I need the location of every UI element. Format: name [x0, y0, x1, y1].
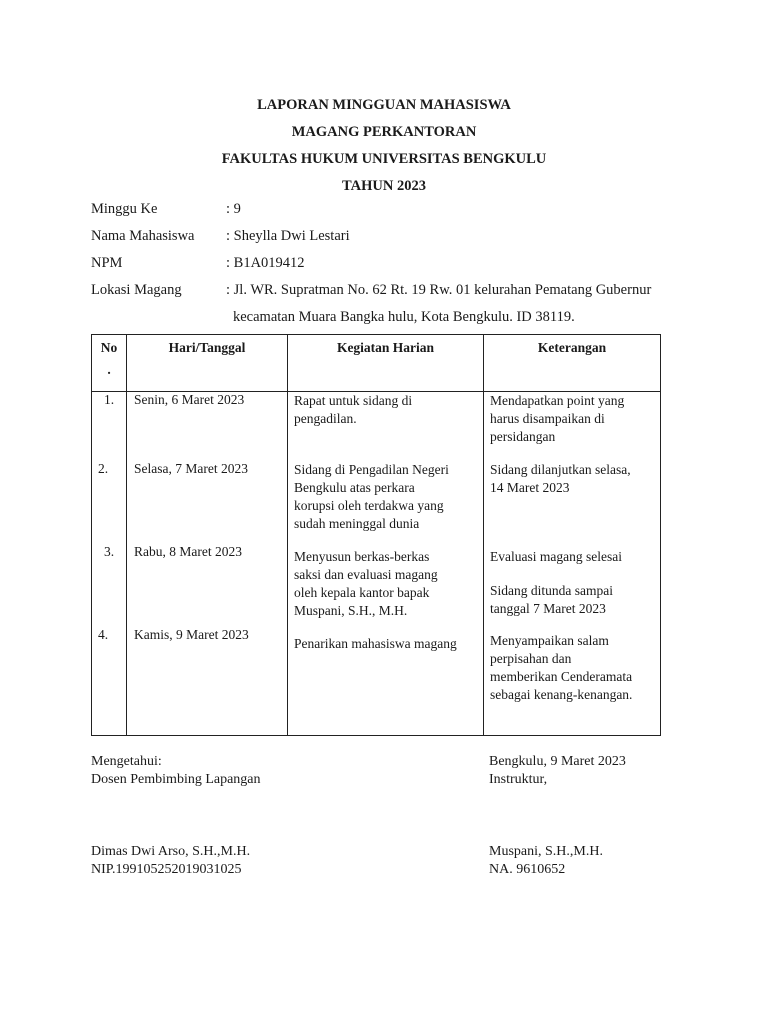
activity-line: korupsi oleh terdakwa yang — [294, 497, 444, 513]
location-label: Lokasi Magang — [91, 282, 182, 298]
header-note: Keterangan — [484, 335, 661, 392]
location-line-2: kecamatan Muara Bangka hulu, Kota Bengkulu. ID 38119. — [233, 309, 575, 325]
acknowledged-label: Mengetahui: — [91, 754, 162, 769]
name-label: Nama Mahasiswa — [91, 228, 195, 244]
row-note — [484, 544, 661, 627]
note-line: 14 Maret 2023 — [490, 479, 570, 495]
supervisor-name: Dimas Dwi Arso, S.H.,M.H. — [91, 844, 251, 859]
instructor-name: Muspani, S.H.,M.H. — [489, 844, 603, 859]
signature-left — [91, 753, 261, 879]
signature-right — [489, 753, 626, 879]
note-line: memberikan Cenderamata — [490, 668, 633, 684]
info-row-name — [91, 227, 691, 254]
activity-line: Sidang di Pengadilan Negeri — [294, 461, 449, 477]
report-subtitle: MAGANG PERKANTORAN — [291, 124, 477, 140]
note-line: sebagai kenang-kenangan. — [490, 686, 633, 702]
activity-line: oleh kepala kantor bapak — [294, 584, 430, 600]
name-value: : Sheylla Dwi Lestari — [226, 228, 350, 244]
header-no — [92, 335, 127, 392]
report-title-block — [0, 92, 768, 200]
activity-line: Muspani, S.H., M.H. — [294, 602, 408, 618]
note-line: tanggal 7 Maret 2023 — [490, 600, 606, 616]
student-info — [91, 200, 691, 335]
header-day: Hari/Tanggal — [127, 335, 288, 392]
note-line: Sidang dilanjutkan selasa, — [490, 461, 631, 477]
row-note — [484, 461, 661, 544]
place-date: Bengkulu, 9 Maret 2023 — [489, 754, 626, 769]
week-label: Minggu Ke — [91, 201, 158, 217]
note-line: Menyampaikan salam — [490, 632, 609, 648]
row-no: 4. — [92, 627, 127, 736]
location-value — [226, 277, 686, 331]
activity-line: Bengkulu atas perkara — [294, 479, 415, 495]
note-line: harus disampaikan di — [490, 411, 605, 426]
row-note — [484, 627, 661, 736]
row-activity — [288, 392, 484, 461]
note-line: perpisahan dan — [490, 650, 572, 666]
faculty-title: FAKULTAS HUKUM UNIVERSITAS BENGKULU — [221, 151, 547, 167]
row-activity — [288, 461, 484, 544]
supervisor-id: NIP.199105252019031025 — [91, 862, 242, 877]
activity-line: Penarikan mahasiswa magang — [294, 635, 457, 651]
row-no: 2. — [92, 461, 127, 544]
row-day: Rabu, 8 Maret 2023 — [127, 544, 288, 627]
table-row — [92, 461, 661, 544]
note-line: Evaluasi magang selesai — [490, 548, 622, 564]
header-activity: Kegiatan Harian — [288, 335, 484, 392]
week-value: : 9 — [226, 201, 241, 217]
activity-line: saksi dan evaluasi magang — [294, 566, 438, 582]
instructor-id: NA. 9610652 — [489, 862, 566, 877]
activity-line: pengadilan. — [294, 411, 357, 426]
row-day: Kamis, 9 Maret 2023 — [127, 627, 288, 736]
npm-value: : B1A019412 — [226, 255, 305, 271]
activity-line: sudah meninggal dunia — [294, 515, 420, 531]
row-day: Senin, 6 Maret 2023 — [127, 392, 288, 461]
table-row — [92, 392, 661, 461]
table-header-row — [92, 335, 661, 392]
year-title: TAHUN 2023 — [342, 178, 426, 194]
note-line: Mendapatkan point yang — [490, 393, 625, 408]
note-line: persidangan — [490, 429, 556, 444]
table-row — [92, 544, 661, 627]
activity-line: Menyusun berkas-berkas — [294, 548, 430, 564]
header-no-dot: . — [107, 362, 111, 377]
weekly-activity-table — [91, 334, 661, 736]
header-no-text: No — [100, 340, 118, 355]
row-no: 1. — [92, 392, 127, 461]
location-line-1: : Jl. WR. Supratman No. 62 Rt. 19 Rw. 01 kelurahan Pematang Gubernur — [226, 282, 652, 298]
report-title: LAPORAN MINGGUAN MAHASISWA — [257, 97, 511, 113]
supervisor-role: Dosen Pembimbing Lapangan — [91, 772, 261, 787]
info-row-week — [91, 200, 691, 227]
row-note — [484, 392, 661, 461]
npm-label: NPM — [91, 255, 123, 271]
activity-line: Rapat untuk sidang di — [294, 393, 413, 408]
row-activity — [288, 544, 484, 627]
info-row-location — [91, 281, 691, 335]
note-line: Sidang ditunda sampai — [490, 582, 613, 598]
instructor-role: Instruktur, — [489, 772, 548, 787]
row-activity — [288, 627, 484, 736]
row-day: Selasa, 7 Maret 2023 — [127, 461, 288, 544]
row-no: 3. — [92, 544, 127, 627]
table-row — [92, 627, 661, 736]
